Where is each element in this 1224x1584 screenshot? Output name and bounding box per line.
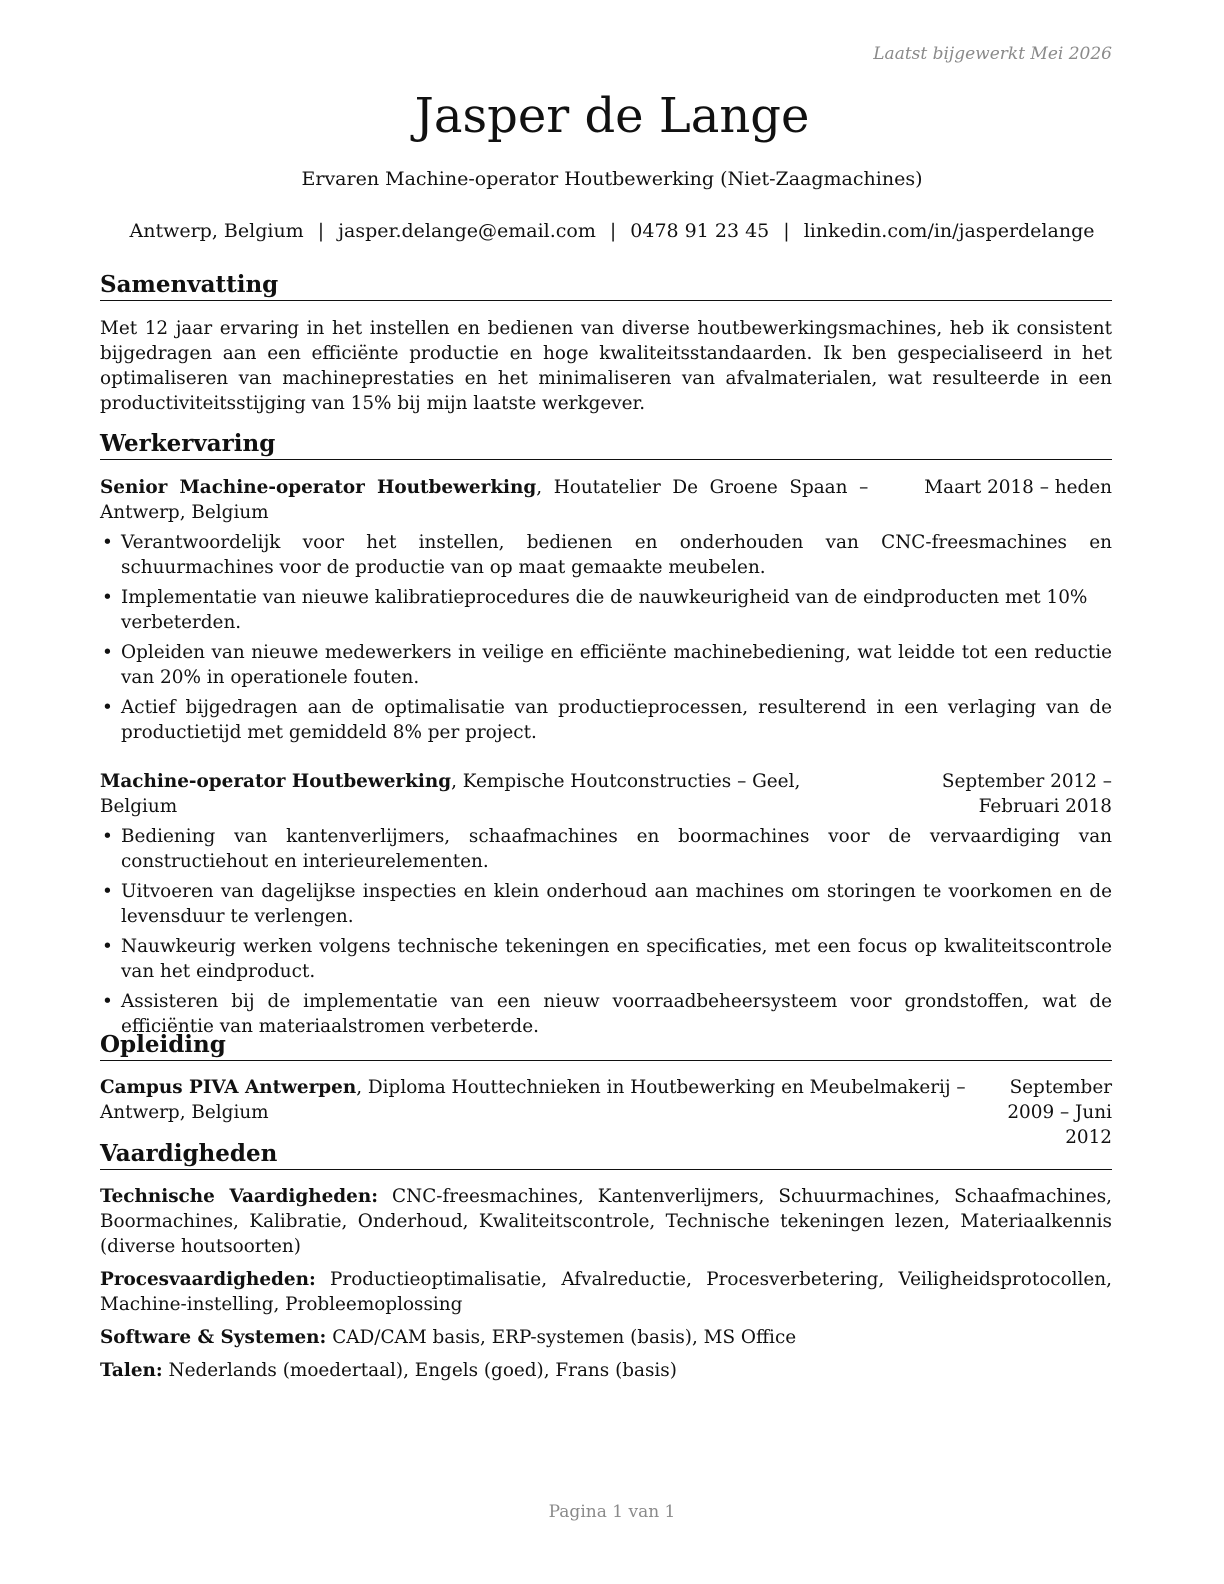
job-bullets [100, 824, 1112, 1039]
education-detail: , Diploma Houttechnieken in Houtbewerking en Meubelmakerij – Antwerp, Belgium [100, 1077, 966, 1123]
last-updated-note: Laatst bijgewerkt Mei 2026 [873, 44, 1112, 64]
skill-value: Productieoptimalisatie, Afvalreductie, Procesverbetering, Veiligheidsprotocollen, Machine-instelling, Probleemoplossing [100, 1269, 1112, 1315]
experience-heading: Werkervaring [100, 429, 1112, 460]
job-title-line [100, 769, 872, 819]
contact-separator: | [783, 220, 790, 242]
skill-row [100, 1267, 1112, 1317]
job-header [100, 769, 1112, 819]
list-item: • Bediening van kantenverlijmers, schaafmachines en boormachines voor de vervaardiging van constructiehout en interieurelementen. [100, 824, 1112, 874]
summary-section [100, 270, 1112, 416]
list-item: • Verantwoordelijk voor het instellen, bedienen en onderhouden van CNC-freesmachines en schuurmachines voor de productie van op maat gemaakte meubelen. [100, 530, 1112, 580]
list-item: • Uitvoeren van dagelijkse inspecties en klein onderhoud aan machines om storingen te voorkomen en de levensduur te verlengen. [100, 879, 1112, 929]
education-school: Campus PIVA Antwerpen [100, 1077, 357, 1098]
job-company: , Houtatelier De Groene Spaan – Antwerp, Belgium [100, 477, 869, 523]
job-header [100, 475, 1112, 525]
list-item: • Implementatie van nieuwe kalibratieprocedures die de nauwkeurigheid van de eindproducten met 10% verbeterden. [100, 585, 1112, 635]
contact-location: Antwerp, Belgium [129, 220, 304, 242]
education-heading: Opleiding [100, 1030, 1112, 1061]
contact-separator: | [317, 220, 325, 242]
skill-label: Software & Systemen: [100, 1327, 327, 1348]
experience-section [100, 429, 1112, 1039]
contact-linkedin[interactable]: linkedin.com/in/jasperdelange [803, 220, 1095, 242]
job-dates: Maart 2018 – heden [924, 477, 1112, 498]
job-title-line [100, 475, 868, 525]
job-entry [100, 769, 1112, 1039]
contact-separator: | [609, 220, 617, 242]
skill-row [100, 1325, 1112, 1350]
skill-label: Procesvaardigheden: [100, 1269, 316, 1290]
job-entry [100, 475, 1112, 745]
skill-value: CAD/CAM basis, ERP-systemen (basis), MS Office [326, 1327, 797, 1348]
contact-line [0, 218, 1224, 244]
job-bullets [100, 530, 1112, 745]
skill-row [100, 1184, 1112, 1259]
job-dates: September 2012 – Februari 2018 [941, 771, 1112, 817]
page-number: Pagina 1 van 1 [548, 1502, 676, 1522]
list-item: • Nauwkeurig werken volgens technische tekeningen en specificaties, met een focus op kwaliteitscontrole van het eindproduct. [100, 934, 1112, 984]
skills-section [100, 1139, 1112, 1383]
skill-label: Technische Vaardigheden: [100, 1186, 379, 1207]
list-item: • Actief bijgedragen aan de optimalisatie van productieprocessen, resulterend in een verlaging van de productietijd met gemiddeld 8% per project. [100, 695, 1112, 745]
candidate-name: Jasper de Lange [414, 88, 810, 144]
contact-email[interactable]: jasper.delange@email.com [338, 220, 596, 242]
list-item: • Assisteren bij de implementatie van een nieuw voorraadbeheersysteem voor grondstoffen, wat de efficiëntie van materiaalstromen verbeterde. [100, 989, 1112, 1039]
contact-phone: 0478 91 23 45 [630, 220, 770, 242]
education-dates: September 2009 – Juni 2012 [1007, 1077, 1112, 1148]
skill-value: CNC-freesmachines, Kantenverlijmers, Schuurmachines, Schaafmachines, Boormachines, Kalibratie, Onderhoud, Kwaliteitscontrole, Technische tekeningen lezen, Materiaalkennis (diverse houtsoorten) [100, 1186, 1112, 1257]
skill-label: Talen: [100, 1360, 163, 1381]
list-item: • Opleiden van nieuwe medewerkers in veilige en efficiënte machinebediening, wat leidde tot een reductie van 20% in operationele fouten. [100, 640, 1112, 690]
job-title: Senior Machine-operator Houtbewerking [100, 477, 537, 498]
skill-value: Nederlands (moedertaal), Engels (goed), Frans (basis) [162, 1360, 677, 1381]
education-section [100, 1030, 1112, 1150]
job-company: , Kempische Houtconstructies – Geel, Belgium [100, 771, 801, 817]
skills-heading: Vaardigheden [100, 1139, 1112, 1170]
summary-heading: Samenvatting [100, 270, 1112, 301]
summary-text: Met 12 jaar ervaring in het instellen en bedienen van diverse houtbewerkingsmachines, heb ik consistent bijgedragen aan een efficiënte productie en hoge kwaliteitsstandaarden. Ik ben gespecialiseerd in het optimaliseren van machineprestaties en het minimaliseren van afvalmaterialen, wat resulteerde in een productiviteitsstijging van 15% bij mijn laatste werkgever. [100, 318, 1112, 414]
job-subtitle: Ervaren Machine-operator Houtbewerking (Niet-Zaagmachines) [301, 168, 923, 190]
job-title: Machine-operator Houtbewerking [100, 771, 452, 792]
skill-row [100, 1358, 1112, 1383]
